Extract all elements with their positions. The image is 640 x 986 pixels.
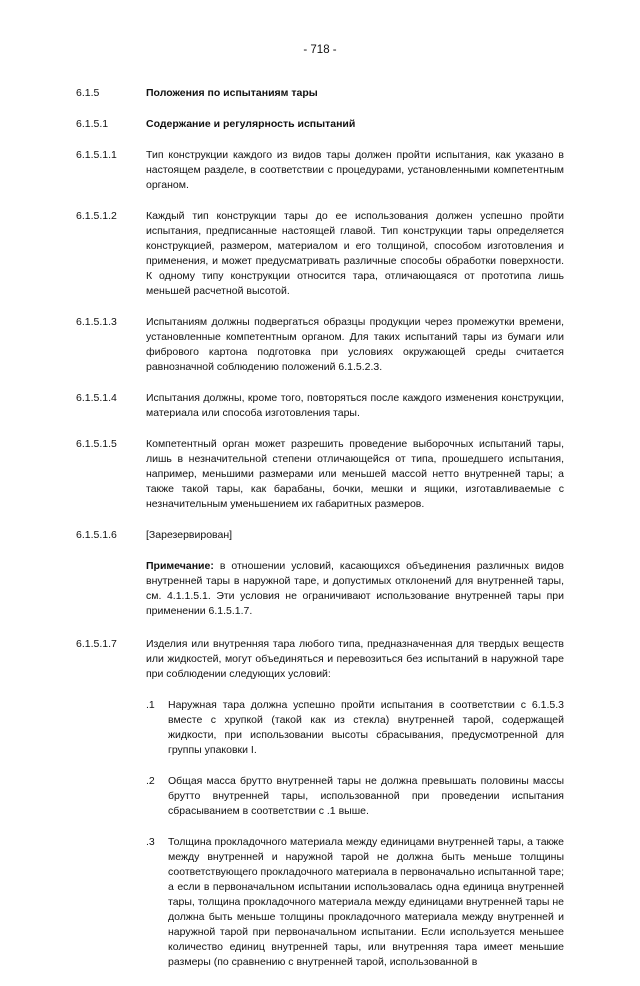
- section-number: 6.1.5.1.5: [76, 438, 117, 450]
- section-heading: Положения по испытаниям тары: [146, 87, 318, 99]
- section-6-1-5: [76, 86, 564, 101]
- section-paragraph: Каждый тип конструкции тары до ее использования должен успешно пройти испытания, предписанные настоящей главой. Тип конструкции тары определяется конструкцией, размером, материалом и его толщиной, способом изготовления и применения, и может предусматривать различные способы обработки поверхности. К одному типу конструкции относится тара, отличающаяся от прототипа лишь меньшей расчетной высотой.: [146, 210, 564, 297]
- sub-item: [146, 835, 564, 970]
- note-text: в отношении условий, касающихся объединения различных видов внутренней тары в наружной таре, и допустимых отклонений для внутренней тары, см. 4.1.1.5.1. Эти условия не ограничивают использование внутренней тары при применении 6.1.5.1.7.: [146, 560, 564, 617]
- section-paragraph: [Зарезервирован]: [146, 529, 233, 541]
- section-number: 6.1.5.1.4: [76, 392, 117, 404]
- section-number: 6.1.5: [76, 87, 100, 99]
- section-heading: Содержание и регулярность испытаний: [146, 118, 356, 130]
- section-6-1-5-1-3: [76, 315, 564, 375]
- section-paragraph: Изделия или внутренняя тара любого типа, предназначенная для твердых веществ или жидкостей, могут объединяться и перевозиться без испытаний в наружной таре при соблюдении следующих условий:: [146, 638, 564, 680]
- sub-item-number: .1: [146, 699, 155, 711]
- section-number: 6.1.5.1.6: [76, 529, 117, 541]
- section-paragraph: Тип конструкции каждого из видов тары должен пройти испытания, как указано в настоящем разделе, в соответствии с процедурами, установленными компетентным органом.: [146, 149, 564, 191]
- section-number: 6.1.5.1.3: [76, 316, 117, 328]
- section-paragraph: Испытаниям должны подвергаться образцы продукции через промежутки времени, установленные компетентным органом. Для таких испытаний тары из бумаги или фибрового картона подготовка при условиях окружающей среды считается равнозначной соблюдению положений 6.1.5.2.3.: [146, 316, 564, 373]
- section-number: 6.1.5.1: [76, 118, 109, 130]
- note-block: [146, 559, 564, 619]
- section-6-1-5-1-1: [76, 148, 564, 193]
- section-number: 6.1.5.1.1: [76, 149, 117, 161]
- section-number: 6.1.5.1.2: [76, 210, 117, 222]
- sub-item-text: Общая масса брутто внутренней тары не должна превышать половины массы брутто внутренней тары, использованной при проведении испытания сбрасыванием в соответствии с .1 выше.: [168, 775, 564, 817]
- section-6-1-5-1-2: [76, 209, 564, 299]
- sub-item-number: .3: [146, 836, 155, 848]
- sub-item: [146, 774, 564, 819]
- page-number: - 718 -: [303, 44, 337, 56]
- sub-item-number: .2: [146, 775, 155, 787]
- sub-item-text: Наружная тара должна успешно пройти испытания в соответствии с 6.1.5.3 вместе с хрупкой (такой как из стекла) внутренней тарой, содержащей жидкости, при использовании высоты сбрасывания, предусмотренной для группы упаковки I.: [168, 699, 564, 756]
- section-number: 6.1.5.1.7: [76, 638, 117, 650]
- note-label: Примечание:: [146, 560, 214, 572]
- sub-item-text: Толщина прокладочного материала между единицами внутренней тары, а также между внутренней и наружной тарой не должна быть меньше толщины соответствующего прокладочного материала в первоначально испытанной таре; а если в первоначальном испытании использовалась одна единица внутренней тары, толщина прокладочного материала между единицами внутренней тары не должна быть меньше толщины прокладочного материала между внутренней и наружной тарой при первоначальном испытании. Если используется меньшее количество единиц внутренней тары, или внутренняя тара имеет меньшие размеры (по сравнению с внутренней тарой, использованной в: [168, 836, 564, 968]
- section-6-1-5-1-5: [76, 437, 564, 512]
- document-body: [76, 86, 564, 986]
- section-6-1-5-1-6: [76, 528, 564, 543]
- section-paragraph: Компетентный орган может разрешить проведение выборочных испытаний тары, лишь в незначительной степени отличающейся от типа, прошедшего испытания, например, меньшими размерами или меньшей массой нетто внутренней тары; а также такой тары, как барабаны, бочки, мешки и ящики, изготавливаемые с незначительным уменьшением их габаритных размеров.: [146, 438, 564, 510]
- section-6-1-5-1-4: [76, 391, 564, 421]
- section-6-1-5-1: [76, 117, 564, 132]
- section-paragraph: Испытания должны, кроме того, повторяться после каждого изменения конструкции, материала или способа изготовления тары.: [146, 392, 564, 419]
- section-6-1-5-1-7: [76, 637, 564, 682]
- sub-item: [146, 698, 564, 758]
